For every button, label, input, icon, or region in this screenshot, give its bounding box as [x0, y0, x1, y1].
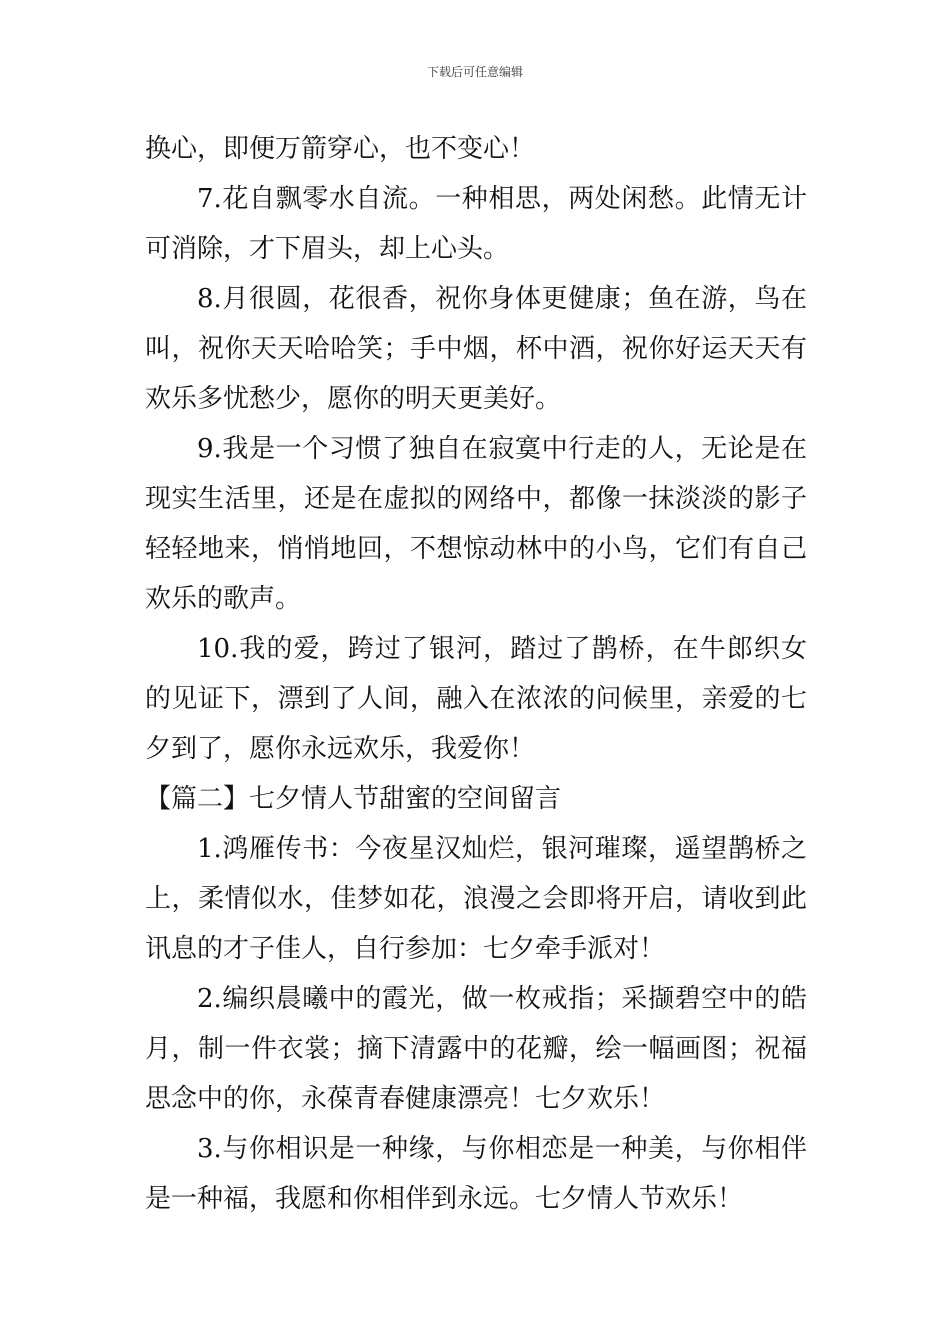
- page-header: 下载后可任意编辑: [426, 65, 523, 79]
- section-heading: 【篇二】七夕情人节甜蜜的空间留言: [145, 784, 562, 814]
- list-item-10: 10.我的爱，跨过了银河，踏过了鹊桥，在牛郎织女的见证下，漂到了人间，融入在浓浓的问候里，亲爱的七夕到了，愿你永远欢乐，我爱你！: [145, 634, 807, 764]
- list-item-2: 2.编织晨曦中的霞光，做一枚戒指；采撷碧空中的皓月，制一件衣裳；摘下清露中的花瓣，绘一幅画图；祝福思念中的你，永葆青春健康漂亮！七夕欢乐！: [145, 984, 807, 1114]
- list-item-9: 9.我是一个习惯了独自在寂寞中行走的人，无论是在现实生活里，还是在虚拟的网络中，都像一抹淡淡的影子轻轻地来，悄悄地回，不想惊动林中的小鸟，它们有自己欢乐的歌声。: [145, 434, 807, 614]
- paragraph-continued: 换心，即便万箭穿心，也不变心！: [145, 134, 536, 164]
- list-item-3: 3.与你相识是一种缘，与你相恋是一种美，与你相伴是一种福，我愿和你相伴到永远。七夕情人节欢乐！: [145, 1134, 807, 1214]
- list-item-7: 7.花自飘零水自流。一种相思，两处闲愁。此情无计可消除，才下眉头，却上心头。: [145, 184, 807, 264]
- document-body: [145, 124, 807, 1224]
- list-item-1: 1.鸿雁传书：今夜星汉灿烂，银河璀璨，遥望鹊桥之上，柔情似水，佳梦如花，浪漫之会即将开启，请收到此讯息的才子佳人，自行参加：七夕牵手派对！: [145, 834, 807, 964]
- list-item-8: 8.月很圆，花很香，祝你身体更健康；鱼在游，鸟在叫，祝你天天哈哈笑；手中烟，杯中酒，祝你好运天天有欢乐多忧愁少，愿你的明天更美好。: [145, 284, 807, 414]
